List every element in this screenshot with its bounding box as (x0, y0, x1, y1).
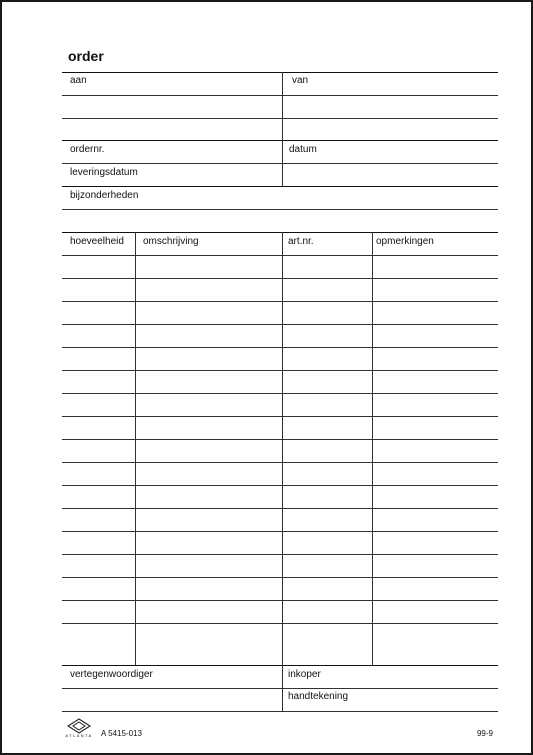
column-divider (282, 232, 283, 665)
rule (62, 665, 498, 666)
table-row (62, 462, 498, 463)
column-header-hoeveelheid: hoeveelheid (70, 236, 124, 247)
table-row (62, 347, 498, 348)
column-divider (135, 232, 136, 665)
atlanta-logo-icon (62, 718, 96, 734)
table-row (62, 255, 498, 256)
table-row (62, 301, 498, 302)
column-header-opmerkingen: opmerkingen (376, 236, 434, 247)
label-van: van (292, 75, 309, 86)
rule (62, 163, 498, 164)
table-row (62, 554, 498, 555)
label-vertegenwoordiger: vertegenwoordiger (70, 669, 153, 680)
label-datum: datum (289, 144, 317, 155)
column-header-artnr: art.nr. (288, 236, 314, 247)
column-header-omschrijving: omschrijving (143, 236, 199, 247)
rule (62, 186, 498, 187)
divider (282, 140, 283, 186)
table-row (62, 623, 498, 624)
atlanta-logo (62, 718, 96, 740)
table-row (62, 531, 498, 532)
table-row (62, 278, 498, 279)
table-row (62, 393, 498, 394)
rule (62, 95, 498, 96)
column-divider (372, 232, 373, 665)
rule (62, 209, 498, 210)
table-row (62, 577, 498, 578)
form-title: order (68, 48, 104, 64)
table-row (62, 600, 498, 601)
label-ordernr: ordernr. (70, 144, 105, 155)
table-row (62, 485, 498, 486)
label-inkoper: inkoper (288, 669, 321, 680)
rule (62, 118, 498, 119)
divider (282, 665, 283, 711)
divider (282, 72, 283, 140)
form-code: A 5415-013 (101, 729, 142, 738)
brand-name: ATLANTA (65, 733, 93, 738)
table-row (62, 324, 498, 325)
label-aan: aan (70, 75, 87, 86)
rule (62, 72, 498, 73)
form-version: 99-9 (476, 729, 493, 738)
label-leveringsdatum: leveringsdatum (70, 167, 138, 178)
label-handtekening: handtekening (288, 691, 349, 702)
table-row (62, 439, 498, 440)
rule (62, 688, 498, 689)
rule (62, 140, 498, 141)
table-row (62, 508, 498, 509)
label-bijzonderheden: bijzonderheden (70, 190, 139, 201)
order-form (62, 2, 498, 753)
table-row (62, 370, 498, 371)
rule (62, 711, 498, 712)
rule (62, 232, 498, 233)
table-row (62, 416, 498, 417)
